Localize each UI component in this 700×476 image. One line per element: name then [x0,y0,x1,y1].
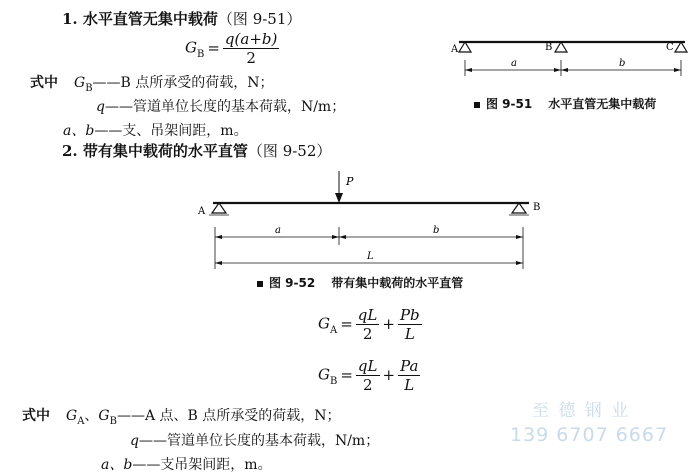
figure-9-51 [445,30,695,90]
fig52-load-label: P [346,175,354,188]
support-a-icon [212,203,226,213]
formula-gb-no-load: $G_B$ = $\frac{q(a+b)}{2}$ [185,30,278,67]
support-b-icon [555,42,567,52]
support-b-icon [512,203,526,213]
fig51-dim-b: b [619,58,626,69]
fig52-label-b: B [533,202,541,213]
where1-row1: 式中 $G_B——B$ 点所承受的荷载，N； [30,75,274,94]
support-c-icon [675,42,687,52]
fig52-dim-a: a [275,225,281,236]
section1-heading [62,8,301,29]
fig52-label-a: A [198,206,206,217]
load-arrow-icon [335,193,343,203]
section2-heading [62,140,331,161]
section2-title: 带有集中载荷的水平直管 [82,142,248,160]
where1-row3: a、b——支、吊架间距，m。 [63,123,248,139]
where2-row1: 式中 $G_A$、$G_B——A$ 点、B 点所承受的荷载，N； [22,408,341,427]
section1-title: 水平直管无集中载荷 [82,10,218,28]
fig51-label-b: B [545,42,553,53]
where2-row2: q——管道单位长度的基本荷载，N/m； [130,433,380,449]
fig52-caption: 图 9-52 带有集中载荷的水平直管 [257,274,463,291]
section1-number: 1. [62,10,78,28]
support-a-icon [459,42,471,52]
fig52-dim-b: b [433,225,440,236]
section1-ref: （图 9-51） [217,10,302,28]
watermark-phone: 139 6707 6667 [510,424,669,446]
fig51-label-a: A [451,44,459,55]
section2-ref: （图 9-52） [247,142,332,160]
caption-square-icon [474,102,480,108]
watermark-company: 至 德 钢 业 [532,401,631,421]
formula-ga-with-load: $G_A$ = $\frac{qL}{2}$ + $\frac{Pb}{L}$ [318,306,420,343]
where1-row2: q——管道单位长度的基本荷载，N/m； [96,99,346,115]
formula-gb-with-load: $G_B$ = $\frac{qL}{2}$ + $\frac{Pa}{L}$ [318,357,419,394]
section2-number: 2. [62,142,78,160]
caption-square-icon [257,281,263,287]
fig51-label-c: C [666,42,674,53]
fig52-dim-l: L [367,251,374,262]
figure-9-52 [195,165,550,275]
fig51-dim-a: a [511,58,517,69]
where2-row3: a、b——支吊架间距，m。 [101,457,272,473]
fig51-caption: 图 9-51 水平直管无集中载荷 [474,95,656,112]
